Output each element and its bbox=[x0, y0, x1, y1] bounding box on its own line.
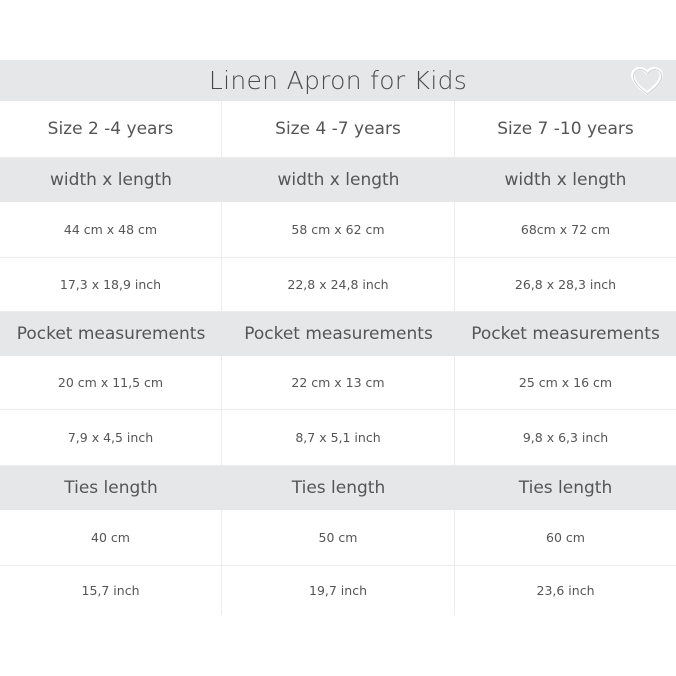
value-cell: 15,7 inch bbox=[0, 566, 222, 615]
value-cell: 22 cm x 13 cm bbox=[222, 356, 455, 409]
table-row bbox=[0, 202, 676, 258]
section-header-cell: width x length bbox=[504, 170, 627, 190]
value-cell: 25 cm x 16 cm bbox=[518, 375, 613, 390]
section-header-ties bbox=[0, 466, 676, 510]
section-header-cell: Ties length bbox=[64, 478, 158, 498]
value-cell: 40 cm bbox=[0, 510, 222, 565]
section-header-cell: Pocket measurements bbox=[471, 324, 660, 344]
heart-outline-icon[interactable] bbox=[630, 64, 664, 96]
table-row bbox=[0, 356, 676, 410]
value-cell: 44 cm x 48 cm bbox=[0, 202, 222, 257]
value-cell: 50 cm bbox=[222, 510, 455, 565]
value-cell: 7,9 x 4,5 inch bbox=[0, 410, 222, 465]
table-row bbox=[0, 566, 676, 615]
size-row bbox=[0, 101, 676, 158]
size-label: Size 7 -10 years bbox=[497, 119, 634, 139]
section-header-cell: Pocket measurements bbox=[244, 324, 433, 344]
value-cell: 23,6 inch bbox=[536, 583, 595, 598]
value-cell: 19,7 inch bbox=[222, 566, 455, 615]
title-band bbox=[0, 60, 676, 101]
value-cell: 22,8 x 24,8 inch bbox=[222, 258, 455, 311]
section-header-dimensions bbox=[0, 158, 676, 202]
value-cell: 17,3 x 18,9 inch bbox=[0, 258, 222, 311]
value-cell: 9,8 x 6,3 inch bbox=[522, 430, 609, 445]
table-row bbox=[0, 510, 676, 566]
size-label: Size 2 -4 years bbox=[0, 101, 222, 157]
section-header-pocket bbox=[0, 312, 676, 356]
value-cell: 20 cm x 11,5 cm bbox=[0, 356, 222, 409]
section-header-cell: width x length bbox=[50, 170, 172, 190]
size-label: Size 4 -7 years bbox=[222, 101, 455, 157]
value-cell: 26,8 x 28,3 inch bbox=[514, 277, 617, 292]
value-cell: 8,7 x 5,1 inch bbox=[222, 410, 455, 465]
section-header-cell: width x length bbox=[277, 170, 400, 190]
section-header-cell: Pocket measurements bbox=[16, 324, 206, 344]
size-chart bbox=[0, 60, 676, 615]
value-cell: 60 cm bbox=[546, 530, 585, 545]
section-header-cell: Ties length bbox=[518, 478, 613, 498]
table-row bbox=[0, 410, 676, 466]
value-cell: 68cm x 72 cm bbox=[520, 222, 611, 237]
section-header-cell: Ties length bbox=[291, 478, 386, 498]
chart-title: Linen Apron for Kids bbox=[208, 66, 468, 95]
table-row bbox=[0, 258, 676, 312]
value-cell: 58 cm x 62 cm bbox=[222, 202, 455, 257]
